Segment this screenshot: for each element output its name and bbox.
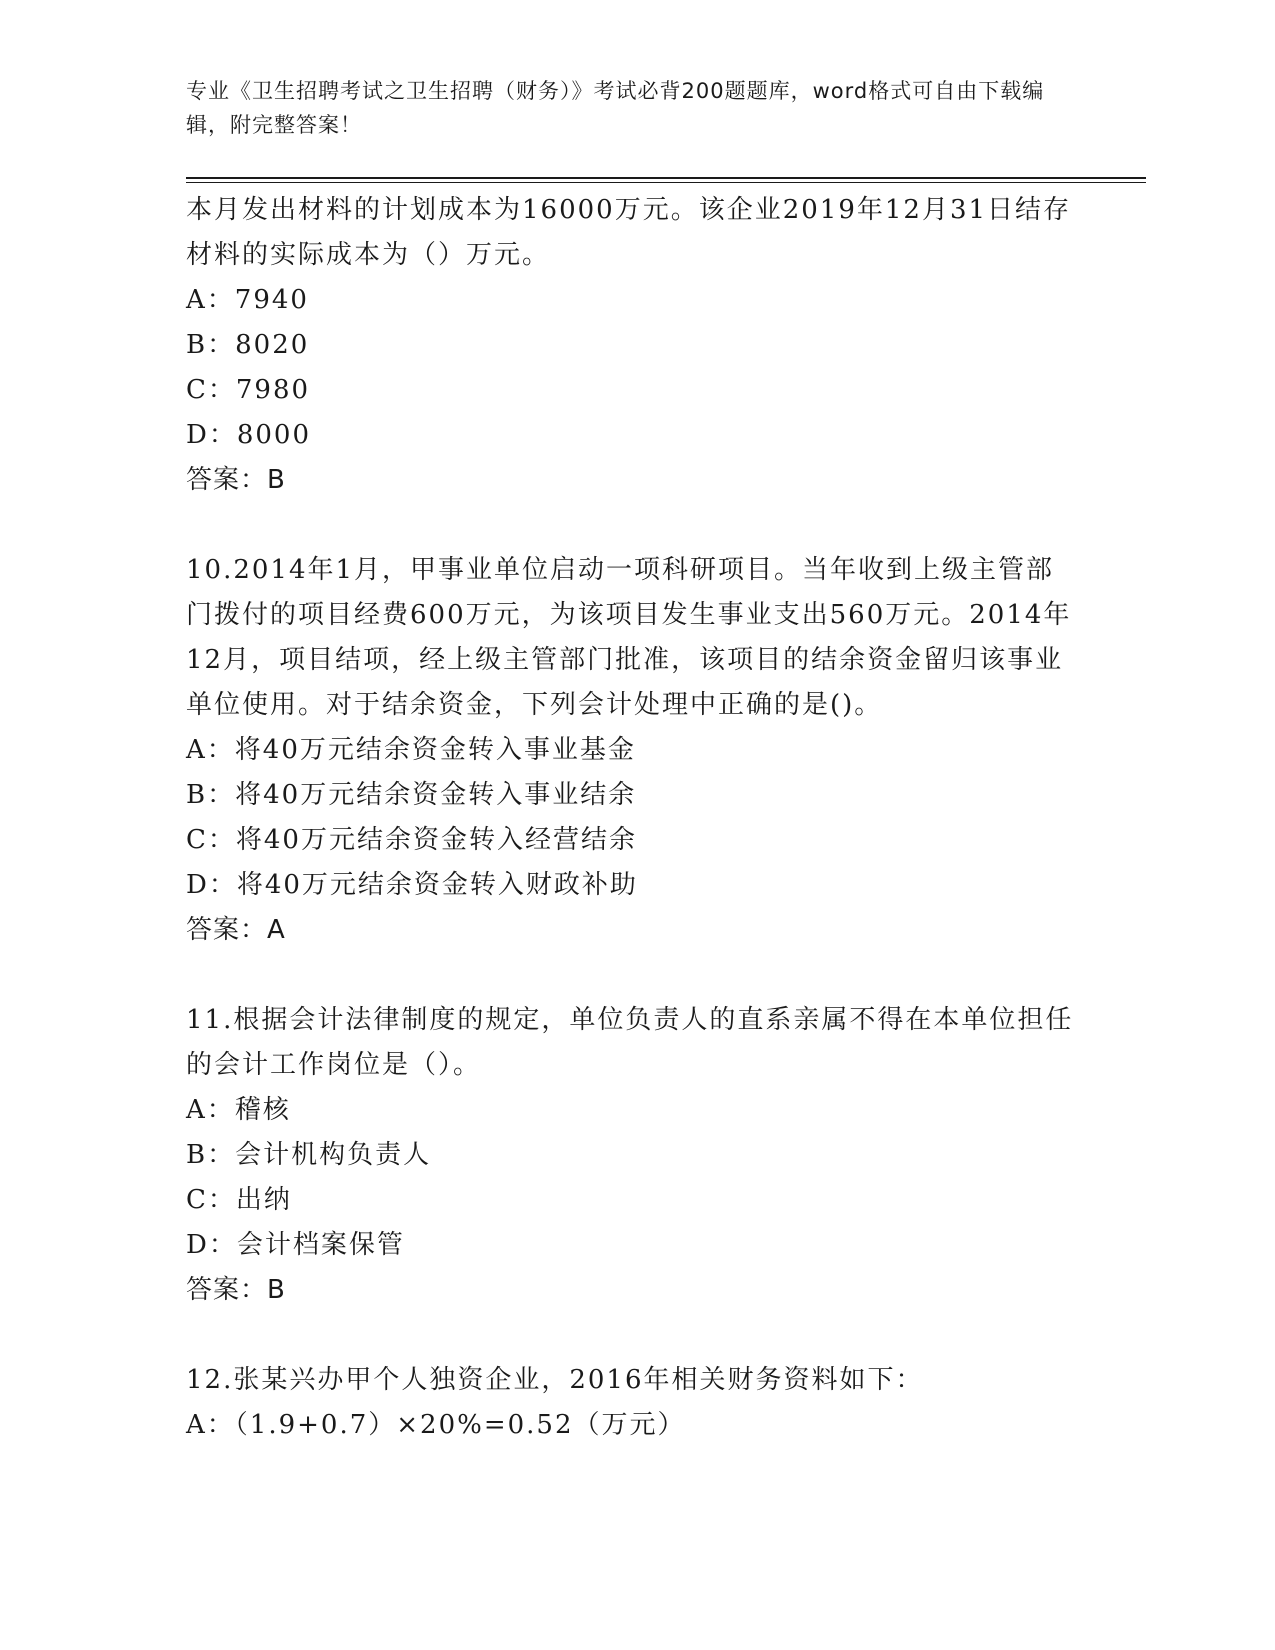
header-divider-thick [186,177,1146,179]
question-text: 本月发出材料的计划成本为16000万元。该企业2019年12月31日结存材料的实际成本为（）万元。 [186,195,1072,270]
option-c: C：出纳 [186,1185,292,1215]
option-a: A：（1.9+0.7）×20%=0.52（万元） [186,1410,686,1440]
question-text: 10.2014年1月，甲事业单位启动一项科研项目。当年收到上级主管部门拨付的项目经费600万元，为该项目发生事业支出560万元。2014年12月，项目结项，经上级主管部门批准，该项目的结余资金留归该事业单位使用。对于结余资金，下列会计处理中正确的是()。 [186,555,1072,720]
answer-line: 答案：A [186,915,286,945]
option-a: A：稽核 [186,1095,291,1125]
answer-line: 答案：B [186,1275,286,1305]
option-d: D：将40万元结余资金转入财政补助 [186,870,638,900]
question-item [186,1358,1076,1448]
option-b: B：会计机构负责人 [186,1140,432,1170]
question-text: 11.根据会计法律制度的规定，单位负责人的直系亲属不得在本单位担任的会计工作岗位是（）。 [186,1005,1074,1080]
option-c: C：7980 [186,375,311,405]
question-item [186,188,1076,503]
option-b: B：8020 [186,330,310,360]
header-divider-thin [186,182,1146,183]
option-a: A：将40万元结余资金转入事业基金 [186,735,636,765]
option-d: D：8000 [186,420,312,450]
option-d: D：会计档案保管 [186,1230,405,1260]
answer-line: 答案：B [186,465,286,495]
question-spacer [186,1313,1076,1358]
question-list [186,188,1076,1448]
option-c: C：将40万元结余资金转入经营结余 [186,825,637,855]
option-b: B：将40万元结余资金转入事业结余 [186,780,637,810]
question-item [186,548,1076,953]
option-a: A：7940 [186,285,309,315]
question-item [186,998,1076,1313]
question-spacer [186,503,1076,548]
question-text: 12.张某兴办甲个人独资企业，2016年相关财务资料如下： [186,1365,924,1395]
question-spacer [186,953,1076,998]
document-header: 专业《卫生招聘考试之卫生招聘（财务）》考试必背200题题库，word格式可自由下载编辑，附完整答案！ [186,79,1045,137]
